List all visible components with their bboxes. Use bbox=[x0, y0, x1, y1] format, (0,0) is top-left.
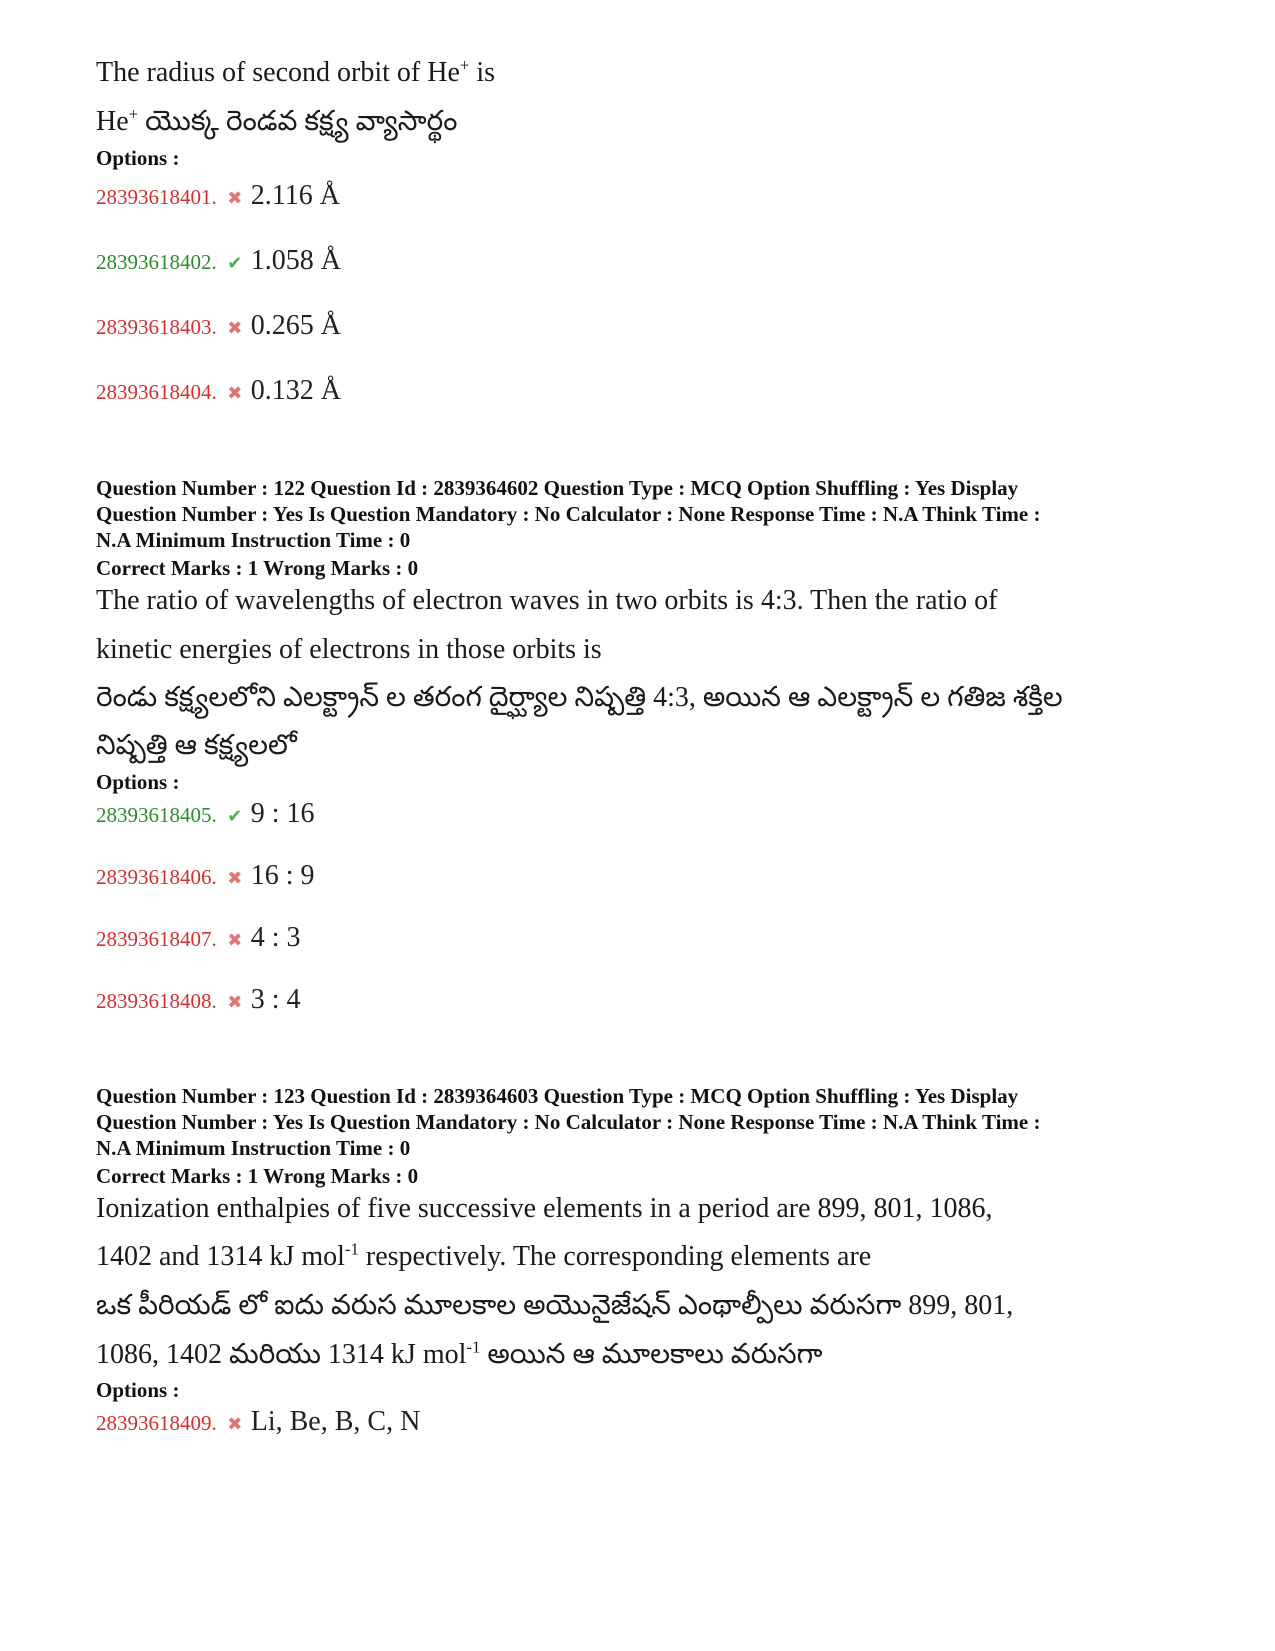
options-label: Options : bbox=[96, 1378, 180, 1402]
option-row bbox=[96, 860, 315, 892]
option-value: 4 : 3 bbox=[250, 922, 301, 953]
question-text-en: The ratio of wavelengths of electron waves in two orbits is 4:3. Then the ratio of bbox=[96, 585, 998, 616]
option-value: 9 : 16 bbox=[250, 798, 315, 829]
question-text-en: 1402 and 1314 kJ mol$^{-1}$ respectively. The corresponding elements are bbox=[96, 1239, 872, 1272]
marks-line: Correct Marks : 1 Wrong Marks : 0 bbox=[96, 1164, 419, 1188]
option-id: 28393618408. bbox=[96, 989, 217, 1013]
question-meta bbox=[96, 1083, 1206, 1161]
option-row bbox=[96, 245, 341, 277]
options-label: Options : bbox=[96, 146, 180, 170]
question-text-te: ఒక పీరియడ్ లో ఐదు వరుస మూలకాల అయొనైజేషన్ ఎంథాల్పీలు వరుసగా 899, 801, bbox=[96, 1290, 1014, 1321]
cross-icon: ✖ bbox=[227, 318, 243, 339]
question-text-te: రెండు కక్ష్యలలోని ఎలక్ట్రాన్ ల తరంగ దైర్ఘ్యాల నిష్పత్తి 4:3, అయిన ఆ ఎలక్ట్రాన్ ల గతిజ శక్తిల bbox=[96, 682, 1063, 713]
options-label: Options : bbox=[96, 770, 180, 794]
check-icon: ✔ bbox=[227, 806, 243, 827]
cross-icon: ✖ bbox=[227, 1414, 243, 1435]
option-id: 28393618402. bbox=[96, 250, 217, 274]
option-value: 0.265 Å bbox=[250, 310, 341, 341]
option-value: 0.132 Å bbox=[250, 375, 341, 406]
option-row bbox=[96, 1406, 420, 1438]
option-id: 28393618405. bbox=[96, 803, 217, 827]
question-text-te: He+ యొక్క రెండవ కక్ష్య వ్యాసార్థం bbox=[96, 104, 458, 137]
option-id: 28393618404. bbox=[96, 380, 217, 404]
question-text-te: నిష్పత్తి ఆ కక్ష్యలలో bbox=[96, 730, 297, 761]
meta-line: Question Number : Yes Is Question Mandatory : No Calculator : None Response Time : N.A Think Time : bbox=[96, 1110, 1041, 1134]
option-value: 3 : 4 bbox=[250, 984, 301, 1015]
marks-line: Correct Marks : 1 Wrong Marks : 0 bbox=[96, 556, 419, 580]
option-row bbox=[96, 180, 340, 212]
option-value: 1.058 Å bbox=[250, 245, 341, 276]
option-id: 28393618407. bbox=[96, 927, 217, 951]
meta-line: Question Number : Yes Is Question Mandatory : No Calculator : None Response Time : N.A Think Time : bbox=[96, 502, 1041, 526]
question-text-en: kinetic energies of electrons in those orbits is bbox=[96, 634, 602, 665]
check-icon: ✔ bbox=[227, 253, 243, 274]
question-meta bbox=[96, 475, 1206, 553]
option-id: 28393618403. bbox=[96, 315, 217, 339]
meta-line: Question Number : 122 Question Id : 2839364602 Question Type : MCQ Option Shuffling : Yes Display bbox=[96, 476, 1019, 500]
question-text-en: The radius of second orbit of He+ is bbox=[96, 55, 496, 88]
option-row bbox=[96, 922, 301, 954]
cross-icon: ✖ bbox=[227, 992, 243, 1013]
option-row bbox=[96, 798, 315, 830]
cross-icon: ✖ bbox=[227, 383, 243, 404]
option-row bbox=[96, 310, 341, 342]
option-id: 28393618401. bbox=[96, 185, 217, 209]
question-text-te: 1086, 1402 మరియు 1314 kJ mol$^{-1}$ అయిన ఆ మూలకాలు వరుసగా bbox=[96, 1337, 823, 1370]
cross-icon: ✖ bbox=[227, 868, 243, 889]
option-value: Li, Be, B, C, N bbox=[250, 1406, 421, 1437]
option-id: 28393618406. bbox=[96, 865, 217, 889]
meta-line: Question Number : 123 Question Id : 2839364603 Question Type : MCQ Option Shuffling : Yes Display bbox=[96, 1084, 1019, 1108]
option-row bbox=[96, 375, 341, 407]
meta-line: N.A Minimum Instruction Time : 0 bbox=[96, 528, 411, 552]
question-text-en: Ionization enthalpies of five successive elements in a period are 899, 801, 1086, bbox=[96, 1193, 993, 1224]
option-row bbox=[96, 984, 301, 1016]
option-value: 16 : 9 bbox=[250, 860, 315, 891]
option-value: 2.116 Å bbox=[250, 180, 340, 211]
option-id: 28393618409. bbox=[96, 1411, 217, 1435]
cross-icon: ✖ bbox=[227, 188, 243, 209]
cross-icon: ✖ bbox=[227, 930, 243, 951]
meta-line: N.A Minimum Instruction Time : 0 bbox=[96, 1136, 411, 1160]
